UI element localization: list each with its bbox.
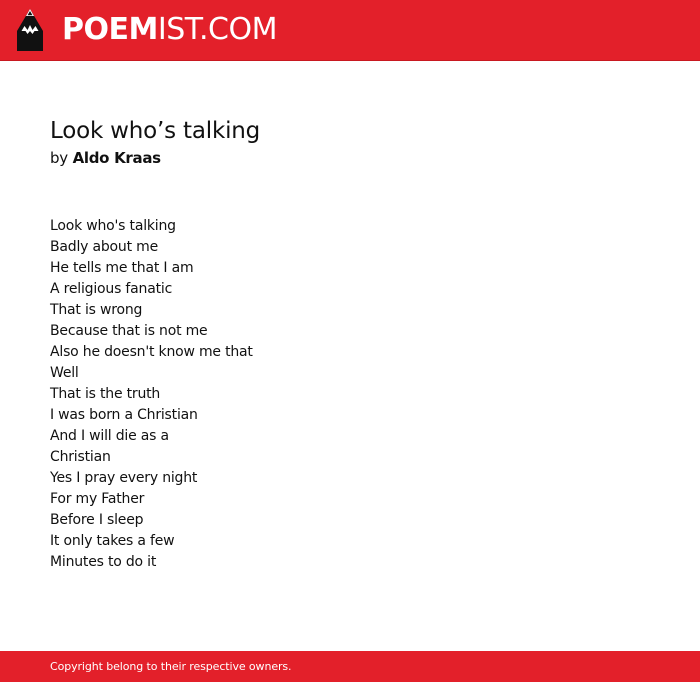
poem-line: Well	[50, 365, 79, 381]
poem-line: Before I sleep	[50, 512, 144, 528]
poem-line: He tells me that I am	[50, 260, 194, 276]
poem-article	[50, 112, 650, 573]
poem-line: Because that is not me	[50, 323, 208, 339]
byline	[50, 148, 650, 168]
site-logo[interactable]	[62, 12, 277, 48]
author-name: Aldo Kraas	[72, 149, 161, 167]
poem-line: Badly about me	[50, 239, 158, 255]
poem-line: Look who's talking	[50, 218, 176, 234]
poem-line: And I will die as a	[50, 428, 169, 444]
poem-body	[50, 216, 650, 573]
poem-title: Look who’s talking	[50, 118, 261, 144]
poem-line: That is the truth	[50, 386, 161, 402]
pencil-tip-icon[interactable]	[17, 9, 43, 51]
poem-line: That is wrong	[50, 302, 143, 318]
logo-text-light: IST.COM	[157, 12, 277, 47]
poem-line: Christian	[50, 449, 111, 465]
poem-line: Minutes to do it	[50, 554, 157, 570]
site-header	[0, 0, 700, 61]
poem-line: Also he doesn't know me that	[50, 344, 253, 360]
by-label: by	[50, 149, 68, 167]
copyright-notice: Copyright belong to their respective owners.	[50, 660, 292, 673]
poem-line: For my Father	[50, 491, 145, 507]
site-footer	[0, 651, 700, 682]
poem-line: I was born a Christian	[50, 407, 198, 423]
poem-line: It only takes a few	[50, 533, 175, 549]
logo-text-bold: POEM	[62, 12, 158, 47]
poem-line: Yes I pray every night	[50, 470, 198, 486]
poem-line: A religious fanatic	[50, 281, 173, 297]
